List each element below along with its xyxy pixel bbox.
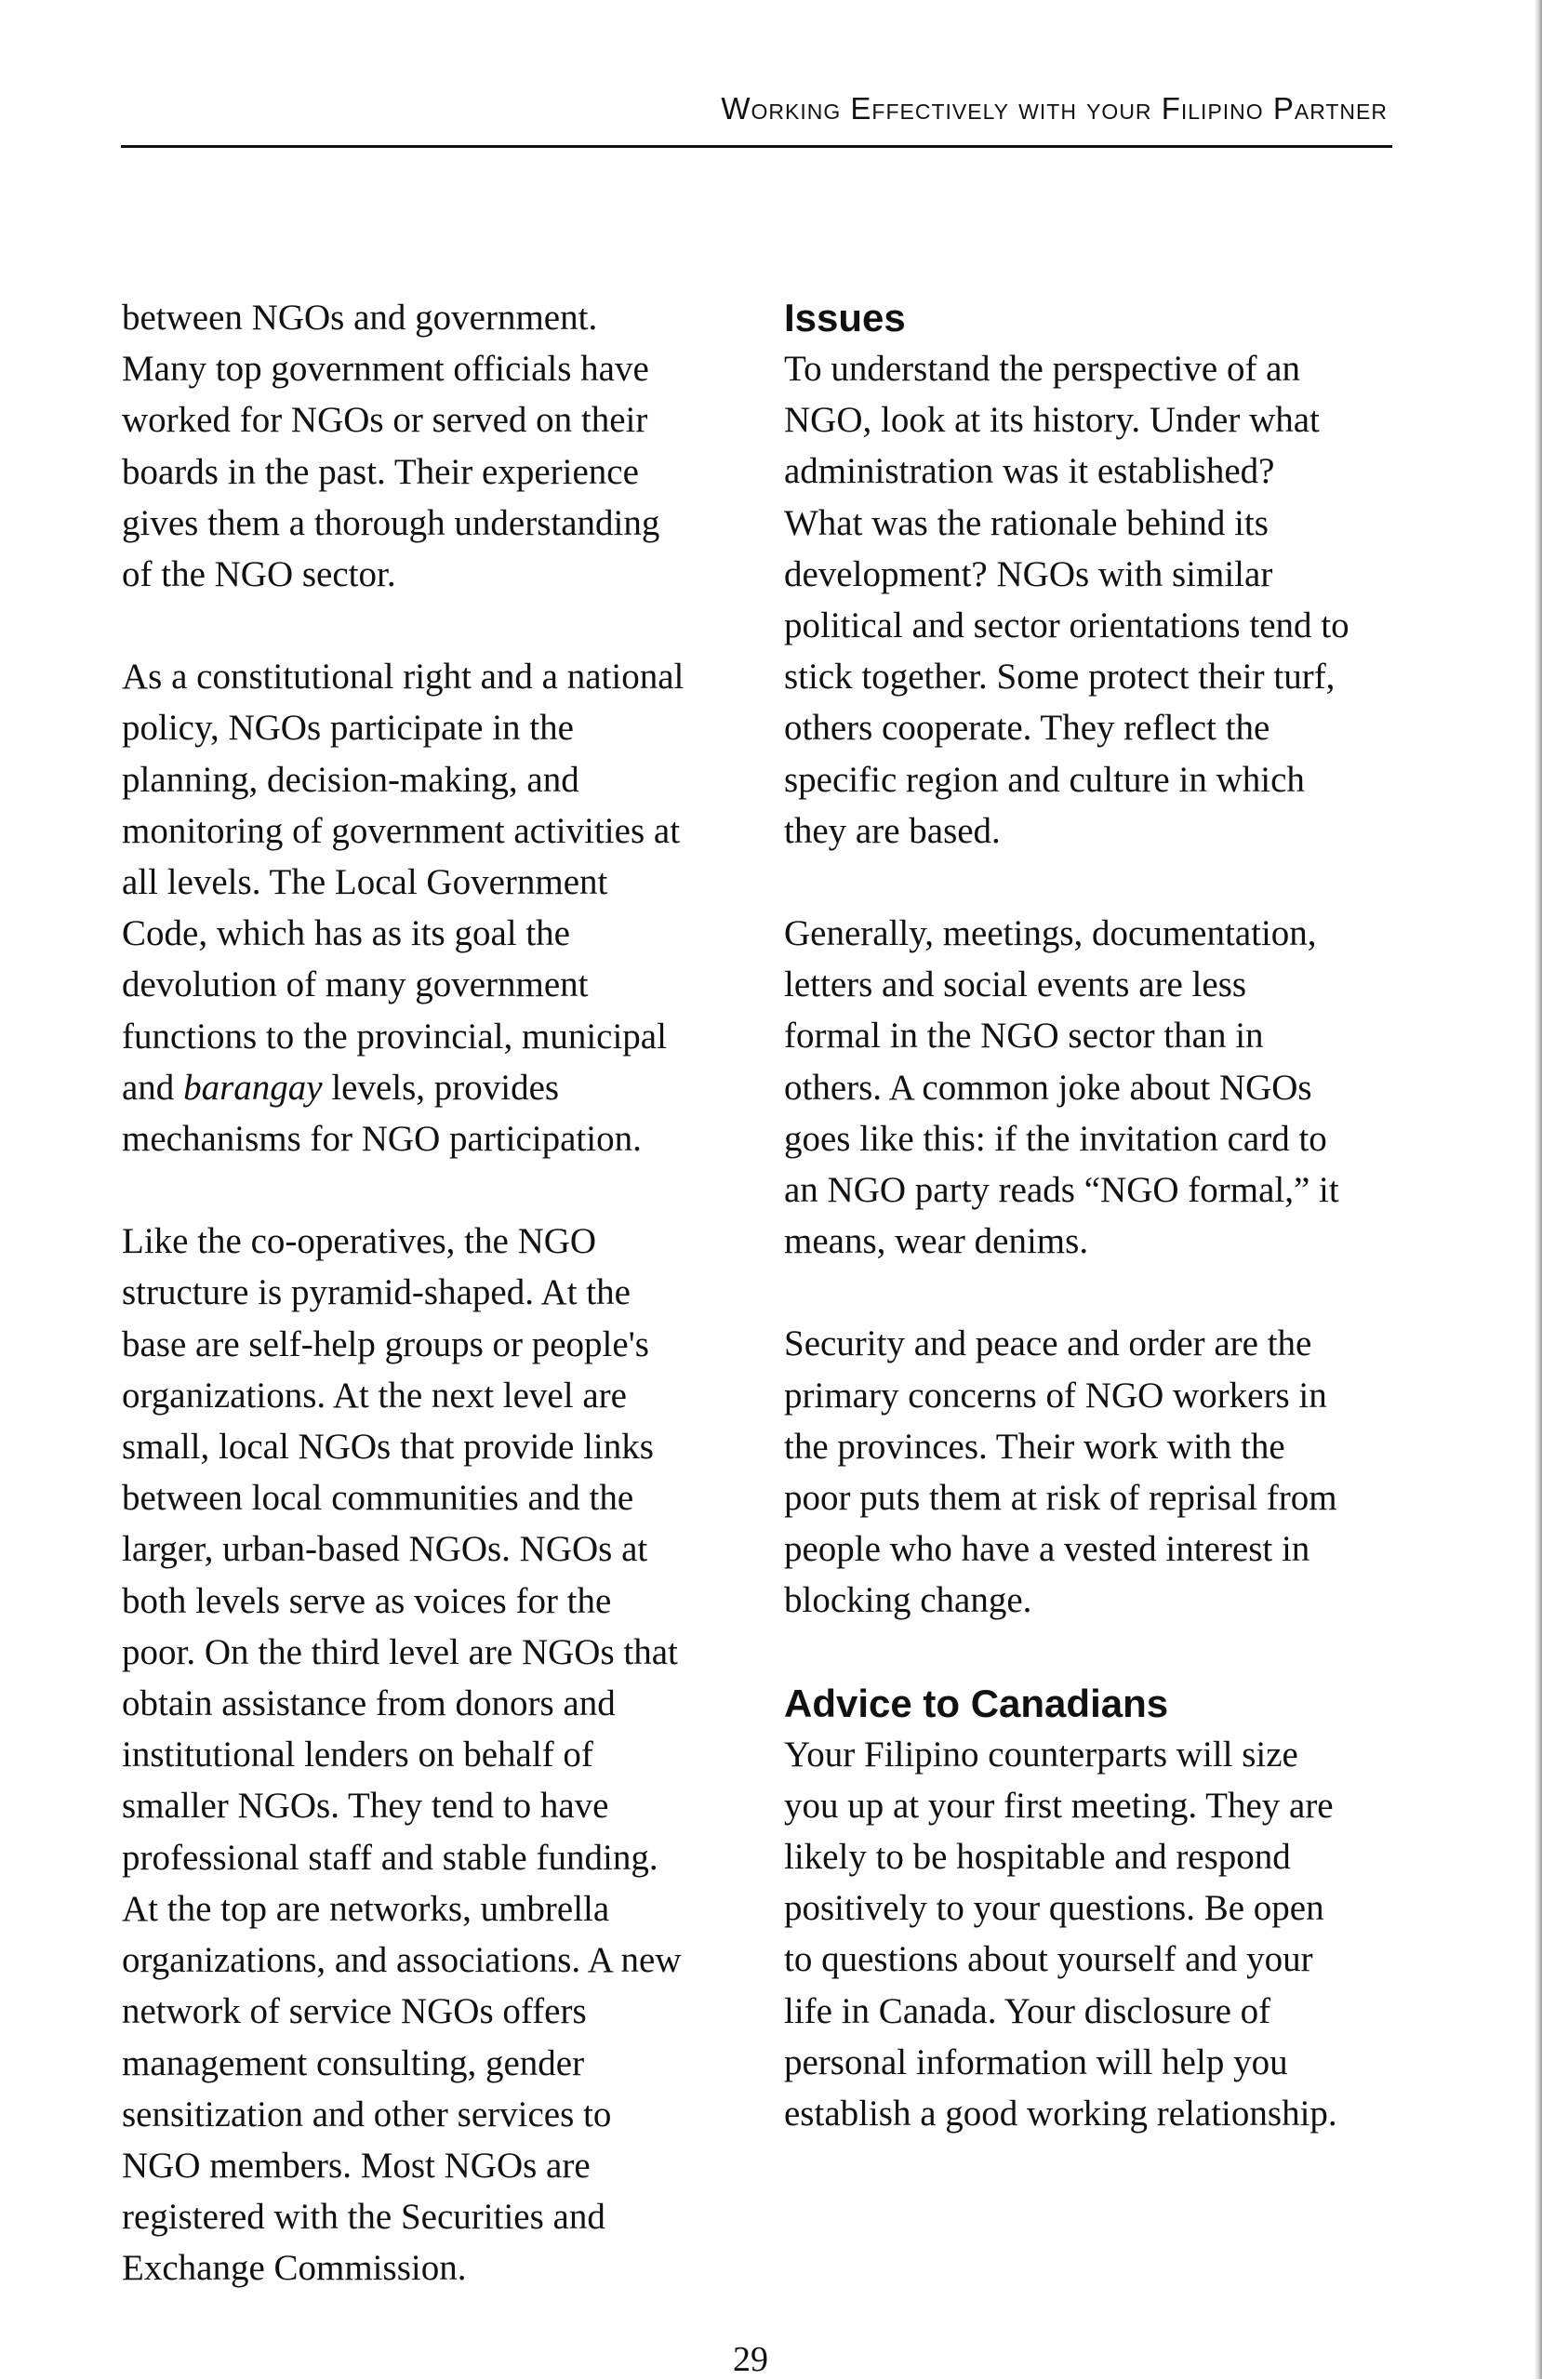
- paragraph-security: Security and peace and order are the primary concerns of NGO workers in the provinces. Their work with the poor puts them at risk of reprisal from people who have a vested interest in blocking change.: [784, 1323, 1337, 1621]
- issues-heading: Issues: [784, 296, 906, 339]
- scan-edge-shadow: [1535, 0, 1542, 2379]
- left-column: [122, 292, 764, 2294]
- header-rule: [121, 145, 1392, 148]
- paragraph-constitutional-right: As a constitutional right and a national policy, NGOs participate in the planning, decision-making, and monitoring of government activities at all levels. The Local Government Code, which has as its goal the devolution of many government functions to the provincial, municipal and barangay levels, provides mechanisms for NGO participation.: [122, 657, 685, 1160]
- page-number: 29: [733, 2340, 768, 2379]
- right-column: [784, 292, 1426, 2139]
- italic-term-barangay: barangay: [183, 1067, 323, 1108]
- paragraph-ngo-history: To understand the perspective of an NGO, look at its history. Under what administration was it established? What was the rationale behind its development? NGOs with similar political and sector orientations tend to stick together. Some protect their turf, others cooperate. They reflect the specific region and culture in which they are based.: [784, 349, 1349, 851]
- running-header: Working Effectively with your Filipino Partner: [721, 91, 1388, 126]
- paragraph-ngo-government: between NGOs and government. Many top government officials have worked for NGOs or served on their boards in the past. Their experience gives them a thorough understanding of the NGO sector.: [122, 298, 660, 595]
- paragraph-pyramid-structure: Like the co-operatives, the NGO structure is pyramid-shaped. At the base are self-help groups or people's organizations. At the next level are small, local NGOs that provide links between local communities and the larger, urban-based NGOs. NGOs at both levels serve as voices for the poor. On the third level are NGOs that obtain assistance from donors and institutional lenders on behalf of smaller NGOs. They tend to have professional staff and stable funding. At the top are networks, umbrella organizations, and associations. A new network of service NGOs offers management consulting, gender sensitization and other services to NGO members. Most NGOs are registered with the Securities and Exchange Commission.: [122, 1221, 682, 2289]
- advice-heading: Advice to Canadians: [784, 1681, 1169, 1725]
- paragraph-advice: Your Filipino counterparts will size you up at your first meeting. They are likely to be hospitable and respond positively to your questions. Be open to questions about yourself and your life in Canada. Your disclosure of personal information will help you establish a good working relationship.: [784, 1734, 1337, 2134]
- paragraph-informality: Generally, meetings, documentation, letters and social events are less formal in the NGO sector than in others. A common joke about NGOs goes like this: if the invitation card to an NGO party reads “NGO formal,” it means, wear denims.: [784, 913, 1339, 1262]
